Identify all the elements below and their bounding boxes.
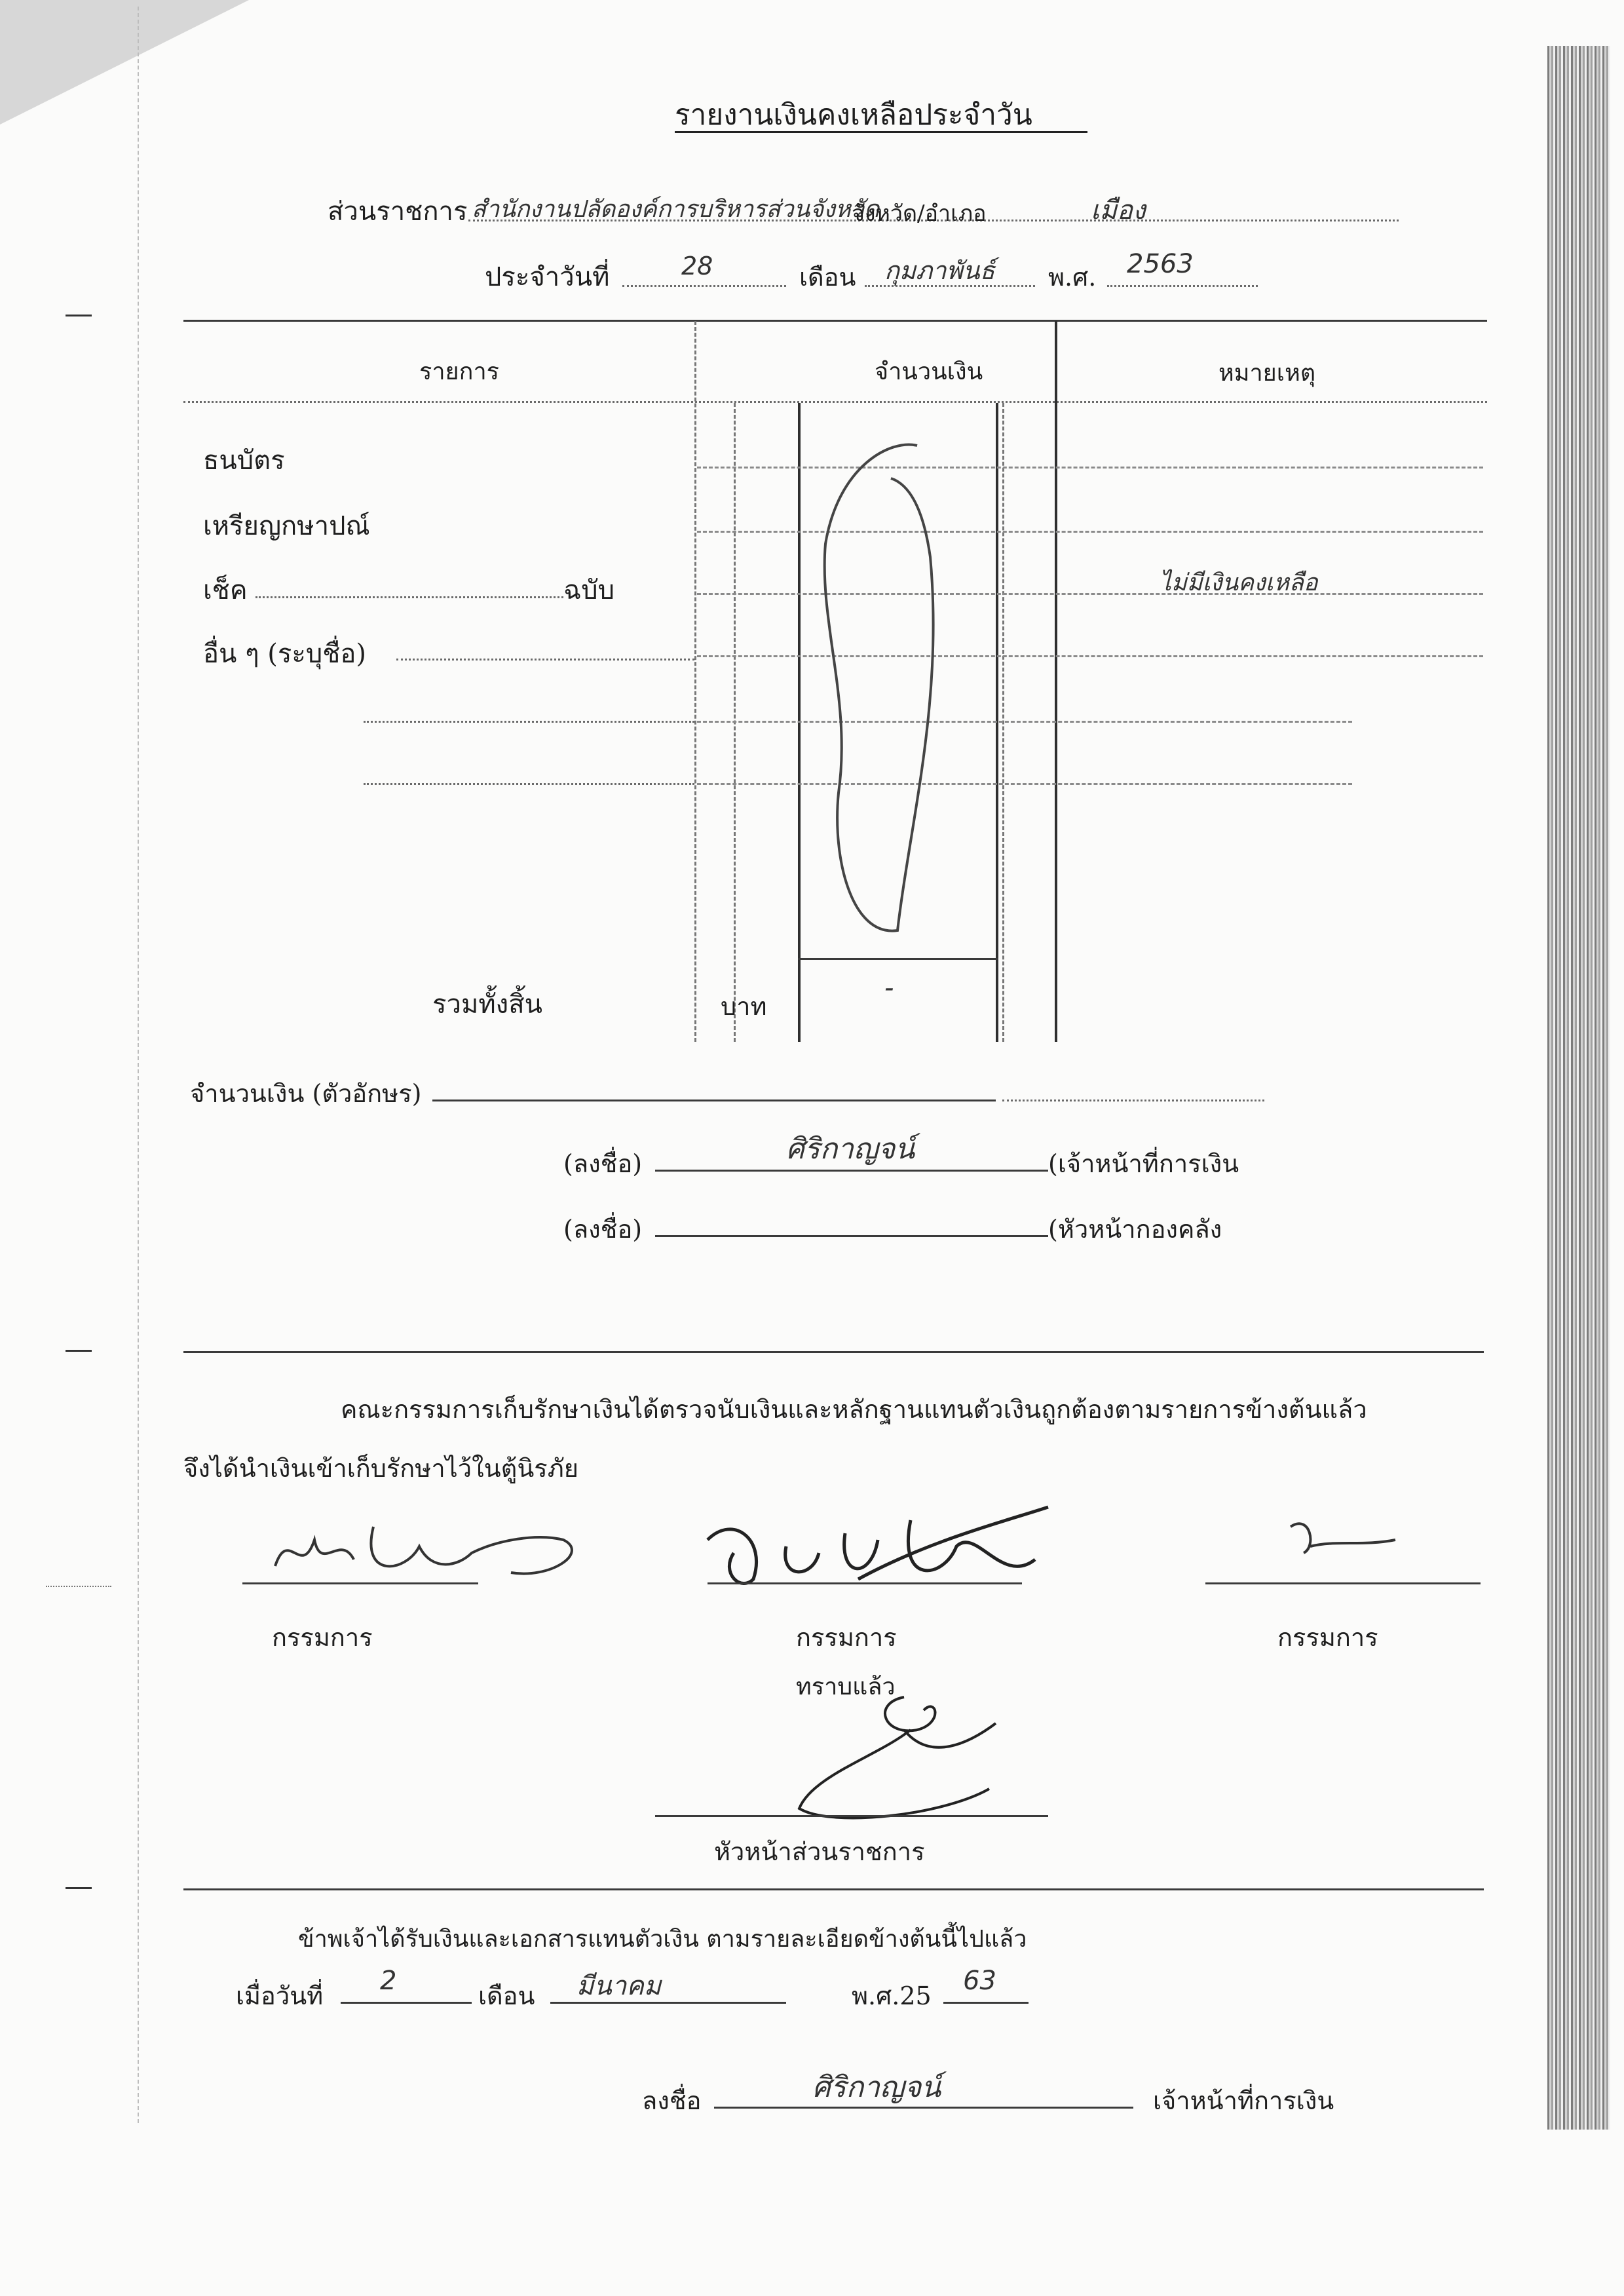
sign-line-treasury xyxy=(655,1235,1048,1237)
committee-signature-right xyxy=(1284,1501,1402,1566)
col-header-item: รายการ xyxy=(419,358,499,385)
committee-member-right: กรรมการ xyxy=(1277,1623,1378,1652)
table-top-rule xyxy=(183,320,1487,322)
section-divider xyxy=(183,1351,1484,1353)
date-year-label: พ.ศ. xyxy=(1048,263,1097,292)
province-label: จังหวัด/อำเภอ xyxy=(852,201,987,227)
scan-left-margin-mark xyxy=(46,1586,111,1587)
col-header-remark: หมายเหตุ xyxy=(1218,360,1316,387)
total-baht: บาท xyxy=(721,992,767,1021)
committee-statement-line2: จึงได้นำเงินเข้าเก็บรักษาไว้ในตู้นิรภัย xyxy=(183,1454,579,1483)
sign-label-treasury: (ลงชื่อ) xyxy=(563,1215,643,1244)
date-year-line xyxy=(1107,285,1258,287)
receipt-day-line xyxy=(341,2002,472,2004)
receipt-signer-name: ศิริกาญจน์ xyxy=(812,2071,941,2104)
finance-officer-name: ศิริกาญจน์ xyxy=(786,1132,915,1166)
scan-left-edge xyxy=(138,7,139,2123)
amount-words-line-right xyxy=(1002,1100,1264,1101)
receipt-divider xyxy=(183,1888,1484,1890)
remark-cheque: ไม่มีเงินคงเหลือ xyxy=(1160,569,1318,596)
title-underline xyxy=(675,131,1087,133)
treasury-head-title-text: หัวหน้ากองคลัง xyxy=(1057,1215,1222,1244)
scan-left-margin-mark xyxy=(66,1887,92,1889)
scan-left-margin-mark xyxy=(66,315,92,316)
committee-member-left: กรรมการ xyxy=(272,1623,373,1652)
date-month: กุมภาพันธ์ xyxy=(884,256,995,285)
scan-left-margin-mark xyxy=(66,1350,92,1352)
row-cheque: เช็ค xyxy=(203,575,248,605)
receipt-statement: ข้าพเจ้าได้รับเงินและเอกสารแทนตัวเงิน ตามรายละเอียดข้างต้นนี้ไปแล้ว xyxy=(298,1926,1027,1953)
amount-box-bottom xyxy=(798,958,998,960)
other-name-line xyxy=(396,659,694,660)
receipt-year-label: พ.ศ.25 xyxy=(852,1981,932,2010)
receipt-day: 2 xyxy=(380,1966,397,1996)
blank-line xyxy=(364,721,694,723)
row-other: อื่น ๆ (ระบุชื่อ) xyxy=(203,639,367,669)
col-divider-remark xyxy=(1055,321,1057,1042)
receipt-month-label: เดือน xyxy=(478,1981,535,2010)
date-label: ประจำวันที่ xyxy=(485,262,610,292)
blank-line xyxy=(364,783,694,785)
row-line xyxy=(697,783,1352,785)
receipt-year-suffix: 63 xyxy=(963,1966,996,1996)
committee-line-center xyxy=(708,1582,1022,1584)
table-header-rule xyxy=(183,401,1487,403)
total-label: รวมทั้งสิ้น xyxy=(432,989,542,1020)
agency-value: สำนักงานปลัดองค์การบริหารส่วนจังหวัด xyxy=(472,196,880,223)
date-day-line xyxy=(622,285,786,287)
col-header-amount: จำนวนเงิน xyxy=(875,358,983,385)
date-month-label: เดือน xyxy=(799,263,856,292)
acknowledged-label: ทราบแล้ว xyxy=(796,1674,896,1700)
row-cheque-unit: ฉบับ xyxy=(563,575,615,605)
committee-line-left xyxy=(242,1582,478,1584)
province-value: เมือง xyxy=(1091,195,1146,225)
committee-statement-line1: คณะกรรมการเก็บรักษาเงินได้ตรวจนับเงินและหลักฐานแทนตัวเงินถูกต้องตามรายการข้างต้นแล้ว xyxy=(341,1395,1367,1424)
receipt-date-label: เมื่อวันที่ xyxy=(236,1981,324,2010)
col-divider-item xyxy=(694,321,696,1042)
head-signature xyxy=(773,1684,1048,1828)
receipt-month: มีนาคม xyxy=(576,1971,662,2001)
date-year: 2563 xyxy=(1127,249,1194,279)
row-coin: เหรียญกษาปณ์ xyxy=(203,511,370,541)
page-title: รายงานเงินคงเหลือประจำวัน xyxy=(675,98,1032,132)
row-banknote: ธนบัตร xyxy=(203,446,285,476)
agency-label: ส่วนราชการ xyxy=(328,197,468,227)
head-title: หัวหน้าส่วนราชการ xyxy=(714,1837,925,1866)
amount-words-line xyxy=(432,1100,996,1101)
finance-officer-title-text: เจ้าหน้าที่การเงิน xyxy=(1057,1149,1239,1178)
receipt-sign-label: ลงชื่อ xyxy=(642,2086,702,2115)
row-line xyxy=(697,721,1352,723)
committee-line-right xyxy=(1205,1582,1481,1584)
cheque-count-line xyxy=(255,596,563,598)
scan-right-edge-strip xyxy=(1547,46,1610,2130)
total-dash: - xyxy=(884,973,894,1003)
sign-label-finance: (ลงชื่อ) xyxy=(563,1149,643,1178)
amount-strike-mark xyxy=(812,426,970,950)
receipt-officer-title: เจ้าหน้าที่การเงิน xyxy=(1153,2086,1334,2115)
amount-words-label: จำนวนเงิน (ตัวอักษร) xyxy=(190,1079,422,1108)
receipt-year-line xyxy=(943,2002,1029,2004)
head-sign-line xyxy=(655,1815,1048,1817)
committee-member-center: กรรมการ xyxy=(796,1623,897,1652)
finance-officer-title: (เจ้าหน้าที่การเงิน xyxy=(1048,1149,1239,1178)
scan-corner-shadow xyxy=(0,0,249,124)
treasury-head-title: (หัวหน้ากองคลัง xyxy=(1048,1215,1222,1244)
date-day: 28 xyxy=(681,252,713,280)
